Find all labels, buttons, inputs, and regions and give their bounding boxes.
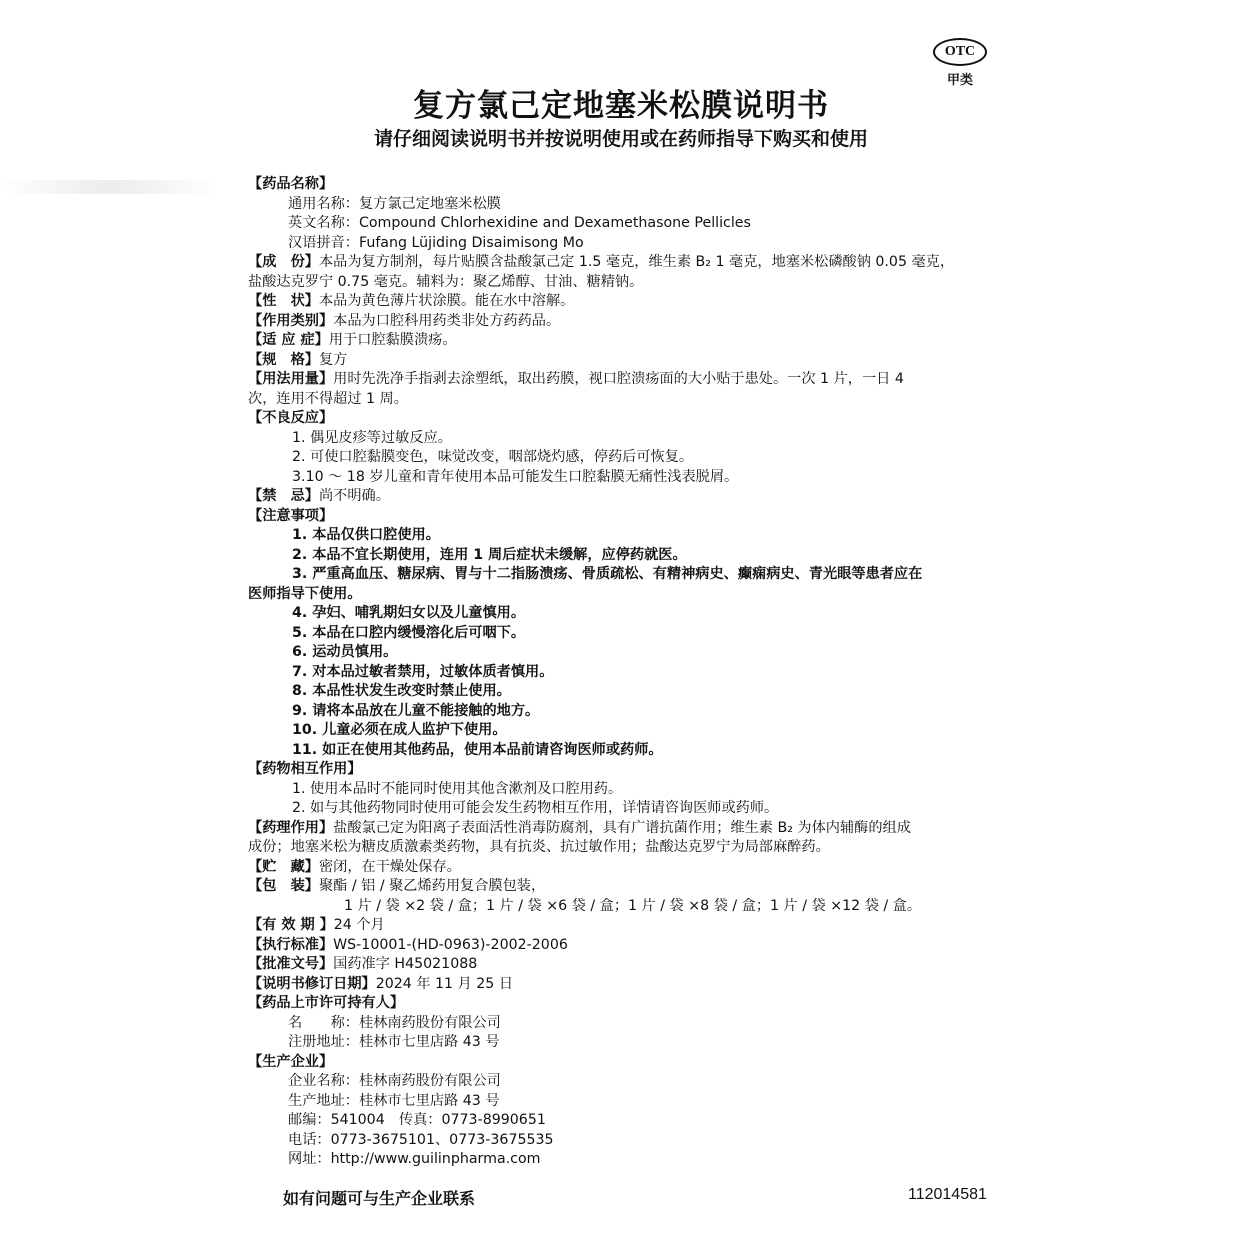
contra-header: 【禁 忌】: [248, 488, 319, 504]
package-text-2: 1 片 / 袋 ×2 袋 / 盒；1 片 / 袋 ×6 袋 / 盒；1 片 / 袋 ×8 袋 / 盒；1 片 / 袋 ×12 袋 / 盒。: [344, 897, 922, 914]
scan-smudge: [0, 180, 220, 194]
section-character: [248, 292, 998, 312]
document-subtitle: 请仔细阅读说明书并按说明使用或在药师指导下购买和使用: [373, 128, 868, 150]
interaction-item: 1. 使用本品时不能同时使用其他含漱剂及口腔用药。: [292, 780, 623, 797]
pinyin-name: 汉语拼音：Fufang Lüjiding Disaimisong Mo: [288, 234, 584, 251]
package-text-1: 聚酯 / 铝 / 聚乙烯药用复合膜包装，: [318, 878, 546, 894]
leaflet-body: [248, 175, 998, 1170]
storage-text: 密闭，在干燥处保存。: [318, 858, 461, 875]
manufacturer-website: 网址：http://www.guilinpharma.com: [288, 1151, 541, 1167]
section-usage: [248, 370, 998, 390]
section-revision: [248, 975, 998, 995]
composition-header: 【成 份】: [248, 254, 319, 270]
adverse-header: 【不良反应】: [248, 410, 334, 426]
adverse-item: 2. 可使口腔黏膜变色，味觉改变，咽部烧灼感，停药后可恢复。: [292, 449, 694, 465]
approval-text: 国药准字 H45021088: [333, 956, 478, 972]
validity-text: 24 个月: [333, 917, 385, 933]
character-text: 本品为黄色薄片状涂膜。能在水中溶解。: [318, 293, 575, 309]
usage-header: 【用法用量】: [248, 371, 334, 387]
document-title: 复方氯己定地塞米松膜说明书: [413, 88, 829, 124]
contra-text: 尚不明确。: [318, 488, 390, 504]
pharmacology-text-1: 盐酸氯己定为阳离子表面活性消毒防腐剂，具有广谱抗菌作用；维生素 B₂ 为体内辅酶的组成: [333, 819, 911, 836]
category-text: 本品为口腔科用药类非处方药药品。: [333, 312, 561, 329]
indication-text: 用于口腔黏膜溃疡。: [328, 332, 457, 348]
section-standard: [248, 936, 998, 956]
manufacturer-name: 企业名称：桂林南药股份有限公司: [288, 1073, 501, 1089]
precaution-item: 7. 对本品过敏者禁用，过敏体质者慎用。: [292, 663, 554, 680]
usage-text-1: 用时先洗净手指剥去涂塑纸，取出药膜，视口腔溃疡面的大小贴于患处。一次 1 片，一日 4: [333, 371, 904, 387]
storage-header: 【贮 藏】: [248, 858, 319, 875]
precaution-item: 6. 运动员慎用。: [292, 644, 398, 660]
section-name-header: 【药品名称】: [248, 176, 334, 192]
usage-text-2: 次，连用不得超过 1 周。: [248, 390, 408, 407]
section-approval: [248, 955, 998, 975]
precaution-item: 5. 本品在口腔内缓慢溶化后可咽下。: [292, 624, 526, 641]
section-category: [248, 312, 998, 332]
precaution-item: 2. 本品不宜长期使用，连用 1 周后症状未缓解，应停药就医。: [292, 546, 687, 563]
precaution-item: 11. 如正在使用其他药品，使用本品前请咨询医师或药师。: [292, 741, 663, 758]
pharmacology-text-2: 成份；地塞米松为糖皮质激素类药物，具有抗炎、抗过敏作用；盐酸达克罗宁为局部麻醉药。: [248, 839, 830, 855]
indication-header: 【适 应 症】: [248, 332, 329, 348]
revision-header: 【说明书修订日期】: [248, 975, 376, 992]
holder-address: 注册地址：桂林市七里店路 43 号: [288, 1034, 500, 1050]
otc-mark: OTC: [933, 38, 987, 66]
category-header: 【作用类别】: [248, 312, 334, 329]
character-header: 【性 状】: [248, 293, 319, 309]
manufacturer-address: 生产地址：桂林市七里店路 43 号: [288, 1092, 500, 1109]
standard-text: WS-10001-(HD-0963)-2002-2006: [333, 936, 568, 953]
english-name: 英文名称：Compound Chlorhexidine and Dexamethasone Pellicles: [288, 215, 751, 231]
precaution-item: 8. 本品性状发生改变时禁止使用。: [292, 683, 511, 699]
composition-text-2: 盐酸达克罗宁 0.75 毫克。辅料为：聚乙烯醇、甘油、糖精钠。: [248, 273, 644, 290]
footer-contact: 如有问题可与生产企业联系: [283, 1189, 476, 1208]
precautions-header: 【注意事项】: [248, 507, 334, 524]
composition-text-1: 本品为复方制剂，每片贴膜含盐酸氯己定 1.5 毫克，维生素 B₂ 1 毫克，地塞米松磷酸钠 0.05 毫克，: [318, 254, 955, 270]
package-header: 【包 装】: [248, 878, 319, 894]
spec-text: 复方: [318, 351, 348, 368]
precaution-item: 4. 孕妇、哺乳期妇女以及儿童慎用。: [292, 605, 526, 621]
manufacturer-header: 【生产企业】: [248, 1053, 334, 1070]
manufacturer-postcode-fax: 邮编：541004 传真：0773-8990651: [288, 1112, 546, 1128]
section-contra: [248, 487, 998, 507]
approval-header: 【批准文号】: [248, 956, 334, 972]
section-pharmacology: [248, 819, 998, 839]
validity-header: 【有 效 期 】: [248, 917, 334, 933]
interactions-header: 【药物相互作用】: [248, 761, 362, 777]
section-indication: [248, 331, 998, 351]
standard-header: 【执行标准】: [248, 936, 334, 953]
section-composition: [248, 253, 998, 273]
section-spec: [248, 351, 998, 371]
adverse-item: 3.10 ～ 18 岁儿童和青年使用本品可能发生口腔黏膜无痛性浅表脱屑。: [292, 468, 739, 485]
otc-class-label: 甲类: [946, 73, 973, 88]
adverse-item: 1. 偶见皮疹等过敏反应。: [292, 429, 452, 446]
manufacturer-phone: 电话：0773-3675101、0773-3675535: [288, 1131, 554, 1148]
precaution-item-continued: 医师指导下使用。: [248, 585, 362, 602]
holder-header: 【药品上市许可持有人】: [248, 995, 405, 1011]
generic-name: 通用名称：复方氯己定地塞米松膜: [288, 195, 501, 212]
section-storage: [248, 858, 998, 878]
interaction-item: 2. 如与其他药物同时使用可能会发生药物相互作用，详情请咨询医师或药师。: [292, 800, 779, 816]
revision-text: 2024 年 11 月 25 日: [375, 975, 514, 992]
holder-name: 名 称：桂林南药股份有限公司: [288, 1014, 501, 1031]
precaution-item: 3. 严重高血压、糖尿病、胃与十二指肠溃疡、骨质疏松、有精神病史、癫痫病史、青光眼等患者应在: [292, 566, 923, 582]
footer-code: 112014581: [908, 1186, 987, 1203]
section-package: [248, 877, 998, 897]
spec-header: 【规 格】: [248, 351, 319, 368]
precaution-item: 10. 儿童必须在成人监护下使用。: [292, 722, 507, 738]
section-validity: [248, 916, 998, 936]
precaution-item: 1. 本品仅供口腔使用。: [292, 527, 440, 543]
precaution-item: 9. 请将本品放在儿童不能接触的地方。: [292, 702, 540, 719]
pharmacology-header: 【药理作用】: [248, 819, 334, 836]
